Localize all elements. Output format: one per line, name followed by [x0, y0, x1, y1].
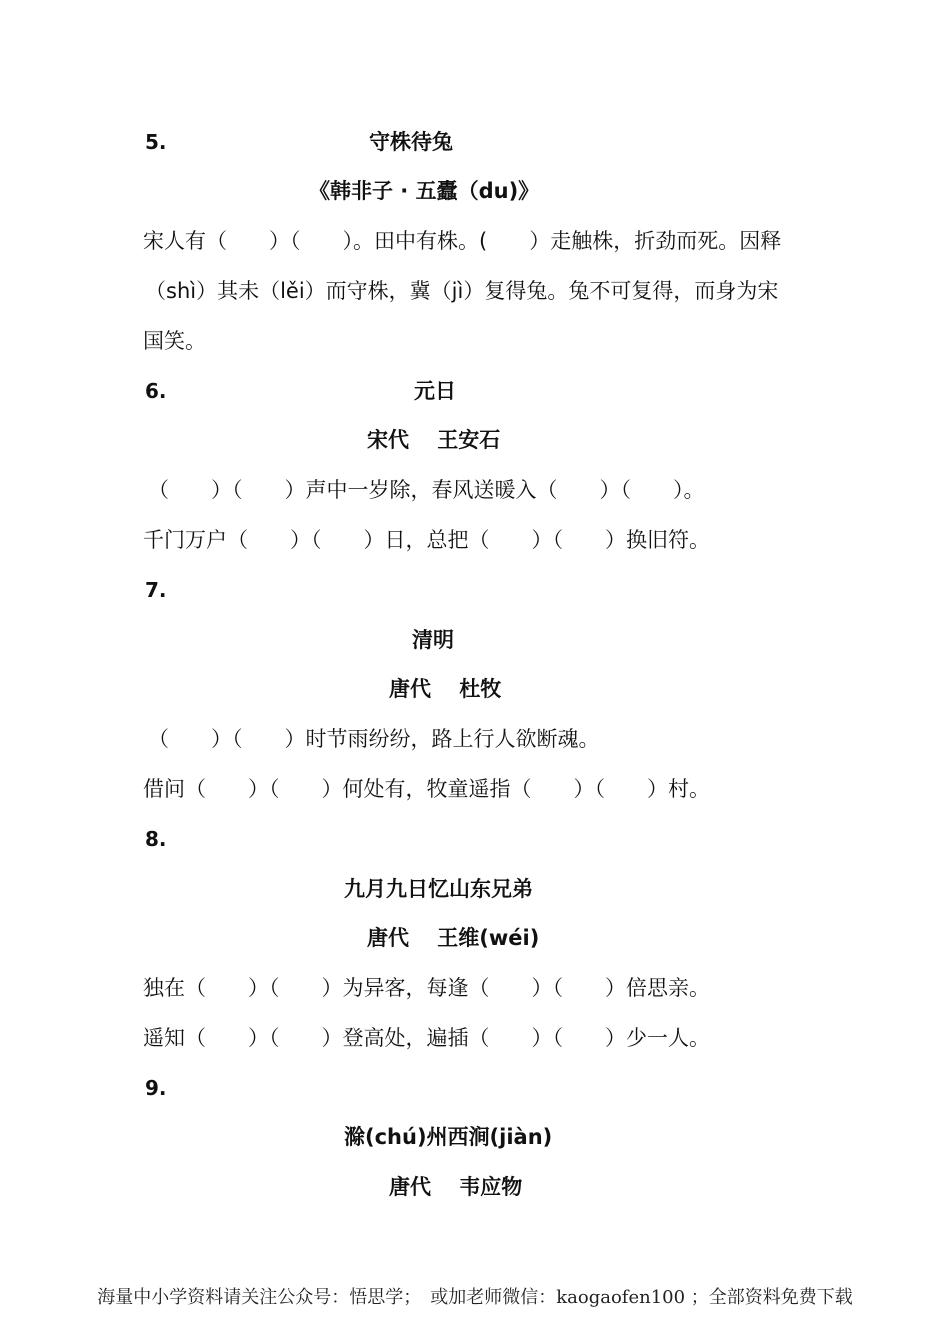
- poem-source-5: 《韩非子 · 五蠹（du)》: [309, 179, 540, 203]
- question-number-7: 7.: [145, 578, 167, 602]
- poem-title-5: 守株待兔: [369, 130, 453, 154]
- poem-title-8: 九月九日忆山东兄弟: [344, 877, 533, 901]
- text-line-5-3: 国笑。: [143, 329, 206, 353]
- poem-author-8: 唐代 王维(wéi): [367, 926, 540, 950]
- poem-title-7: 清明: [412, 628, 454, 652]
- question-number-8: 8.: [145, 827, 167, 851]
- text-line-5-2: （shì）其未（lěi）而守株，冀（jì）复得兔。兔不可复得，而身为宋: [145, 279, 779, 303]
- poem-title-6: 元日: [414, 379, 456, 403]
- poem-author-7: 唐代 杜牧: [389, 677, 502, 701]
- text-line-8-1: 独在（ ）（ ）为异客，每逢（ ）（ ）倍思亲。: [143, 976, 710, 1000]
- poem-author-6: 宋代 王安石: [367, 428, 501, 452]
- text-line-6-1: （ ）（ ）声中一岁除，春风送暖入（ ）（ ）。: [148, 478, 705, 502]
- footer-notice: 海量中小学资料请关注公众号：悟思学； 或加老师微信：kaogaofen100 ；全部资料免费下载: [97, 1287, 853, 1308]
- text-line-7-2: 借问（ ）（ ）何处有，牧童遥指（ ）（ ）村。: [143, 777, 710, 801]
- text-line-6-2: 千门万户（ ）（ ）日，总把（ ）（ ）换旧符。: [143, 528, 710, 552]
- poem-title-9: 滁(chú)州西涧(jiàn): [344, 1125, 553, 1149]
- text-line-7-1: （ ）（ ）时节雨纷纷，路上行人欲断魂。: [148, 727, 600, 751]
- poem-author-9: 唐代 韦应物: [389, 1175, 523, 1199]
- question-number-6: 6.: [145, 379, 167, 403]
- text-line-8-2: 遥知（ ）（ ）登高处，遍插（ ）（ ）少一人。: [143, 1026, 710, 1050]
- question-number-5: 5.: [145, 130, 167, 154]
- question-number-9: 9.: [145, 1076, 167, 1100]
- text-line-5-1: 宋人有（ ）（ ）。田中有株。( ）走触株，折劲而死。因释: [143, 229, 782, 253]
